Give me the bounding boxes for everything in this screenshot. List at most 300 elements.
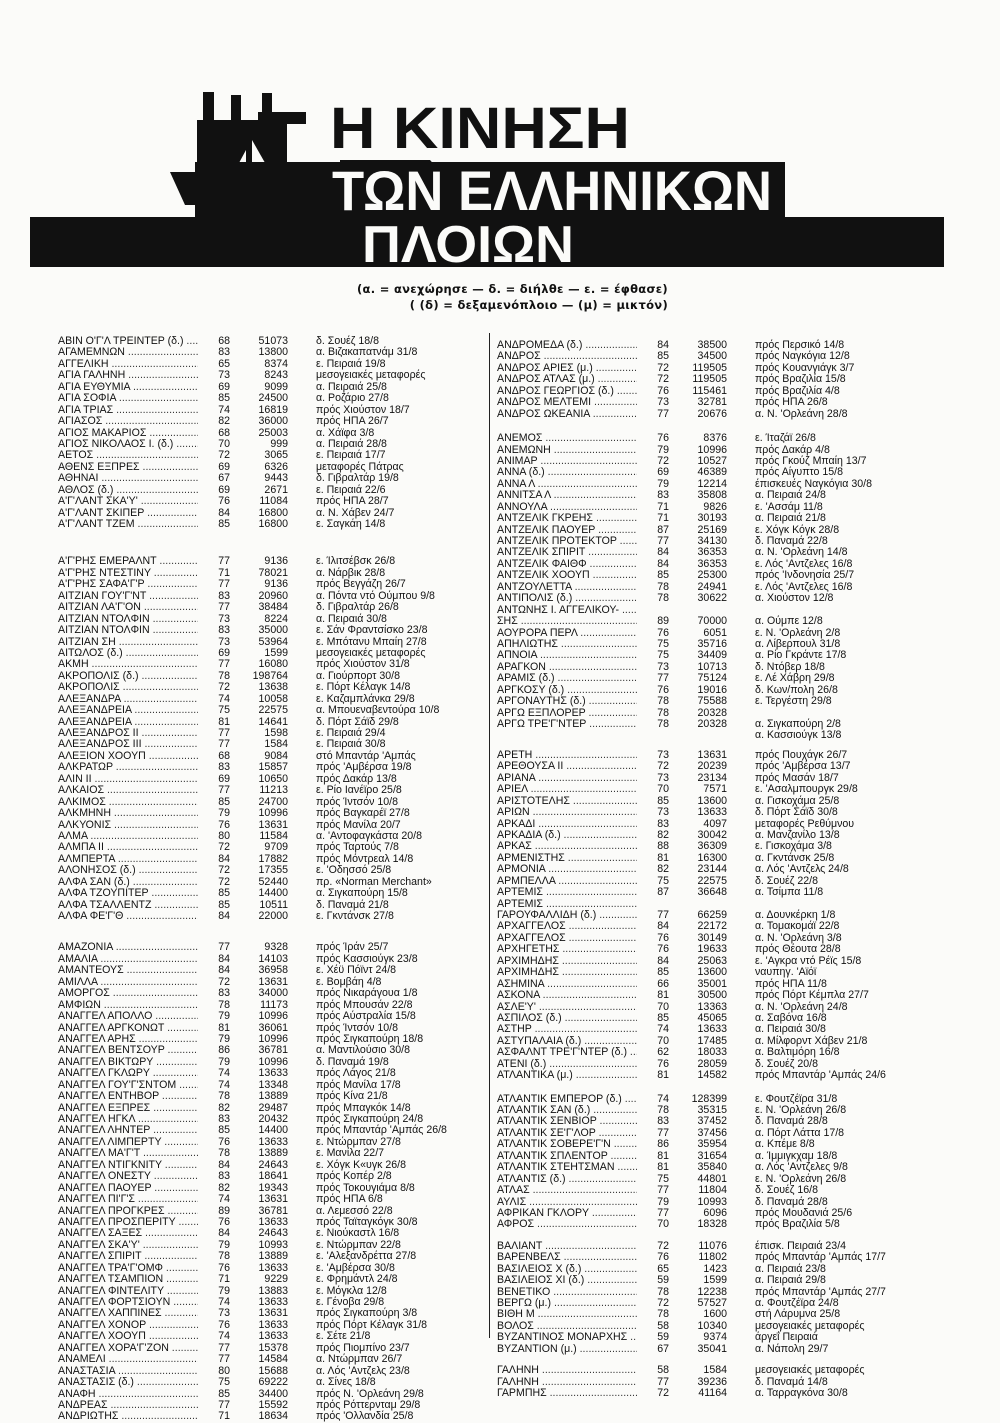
- tonnage: 10511: [259, 898, 288, 911]
- ship-name: ΑΤΛΑΝΤΙΚ ΣΕΝΒΙΟΡ .....: [497, 1116, 637, 1127]
- tonnage: 17882: [258, 852, 288, 865]
- ship-name: ΑΝΑΓΓΕΛ ΤΣΑΜΠΙΟΝ .....: [58, 1274, 198, 1285]
- tonnage: 34409: [697, 649, 727, 662]
- build-year: 73: [657, 806, 669, 819]
- ship-name: ΑΝΑΓΓΕΛ ΑΡΓΚΟΝΩΤ .....: [58, 1023, 198, 1034]
- ship-list-left: [58, 335, 447, 1423]
- ship-name: ΑΝΤΖΕΛΙΚ ΣΠΙΡΙΤ .....: [497, 547, 637, 558]
- ship-name: ΓΑΛΗΝΗ .....: [497, 1365, 637, 1376]
- tonnage: 11802: [698, 1251, 727, 1264]
- status: ε. Νιούκαστλ 16/8: [316, 1227, 400, 1240]
- ship-row: [58, 416, 438, 427]
- status: ε. 'Αμβέρσα 30/8: [316, 1261, 395, 1274]
- ship-name: ΑΝΤΖΕΛΙΚ ΦΑΙΘΦ .....: [497, 559, 637, 570]
- ship-row: [497, 513, 877, 524]
- tonnage: 198764: [252, 669, 288, 682]
- status: ε. Βομβάη 4/8: [316, 975, 382, 988]
- status: δ. Παναμά 28/8: [755, 1195, 828, 1208]
- build-year: 69: [218, 460, 230, 473]
- build-year: 65: [218, 357, 230, 370]
- build-year: 89: [657, 615, 669, 628]
- status: α. Σιγκαπούρη 15/8: [316, 887, 408, 900]
- build-year: 68: [218, 426, 230, 439]
- tonnage: 10996: [258, 1055, 288, 1068]
- status: α. Μαντιλούσιο 30/8: [316, 1044, 410, 1057]
- status: α. Τομακομάϊ 22/8: [755, 920, 840, 933]
- tonnage: 19633: [697, 943, 727, 956]
- status: πρός Δακάρ 13/8: [316, 772, 397, 785]
- tonnage: 13638: [258, 681, 288, 694]
- build-year: 84: [657, 557, 669, 570]
- ship-name: ΑΤΛΑΝΤΙΚ ΣΤΕΗΤΣΜΑΝ .....: [497, 1162, 637, 1173]
- ship-name: ΑΡΚΑΔΙΑ (δ.) .....: [497, 830, 637, 841]
- status: πρός Μπουσάν 22/8: [316, 998, 413, 1011]
- ship-name: ΑΙΤΖΙΑΝ ΓΟΥ'Γ'ΝΤ .....: [58, 591, 198, 602]
- ship-name: Α'Γ'ΡΗΣ ΣΑΦΑ'Γ'Ρ .....: [58, 579, 198, 590]
- ship-row: [497, 1162, 877, 1173]
- ship-name: ΑΝΑΓΓΕΛ ΒΙΚΤΩΡΥ .....: [58, 1057, 198, 1068]
- tonnage: 35001: [697, 977, 727, 990]
- status: πρός Βεγγάζη 26/7: [316, 578, 406, 591]
- build-year: 69: [218, 483, 230, 496]
- tonnage: 10340: [697, 1319, 727, 1332]
- tonnage: 30500: [697, 989, 727, 1002]
- status: πρός ΗΠΑ 26/7: [316, 415, 389, 428]
- build-year: 69: [218, 380, 230, 393]
- tonnage: 9099: [264, 380, 288, 393]
- build-year: 69: [218, 772, 230, 785]
- tonnage: 13631: [258, 1307, 288, 1320]
- tonnage: 36958: [258, 964, 288, 977]
- tonnage: 24500: [258, 392, 288, 405]
- tonnage: 25300: [697, 569, 727, 582]
- status: πρός Θέουτα 28/8: [755, 943, 841, 956]
- build-year: 84: [657, 339, 669, 351]
- build-year: 83: [218, 1113, 230, 1125]
- ship-name: ΑΙΤΖΙΑΝ ΝΤΟΛΦΙΝ .....: [58, 625, 198, 636]
- ship-name: ΑΓΙΑ ΣΟΦΙΑ .....: [58, 393, 198, 404]
- tonnage: 53964: [258, 635, 288, 648]
- tonnage: 9443: [264, 472, 288, 485]
- tonnage: 15592: [258, 1398, 288, 1411]
- tonnage: 13889: [258, 1090, 288, 1103]
- ship-name: ΑΝΑΓΓΕΛ ΣΚΑ'Υ' .....: [58, 1240, 198, 1251]
- ship-name: ΑΛΦΑ ΤΖΟΥΠΙΤΕΡ .....: [58, 888, 198, 899]
- status: α. Λεμεσσό 22/8: [316, 1204, 393, 1217]
- build-year: 73: [657, 660, 669, 673]
- build-year: 77: [218, 1341, 230, 1354]
- ship-name: ΑΝΔΡΟΣ ΜΕΛΤΕΜΙ .....: [497, 397, 637, 408]
- tonnage: 13633: [258, 1135, 288, 1148]
- ship-name: ΑΡΓΩ ΕΞΠΛΟΡΕΡ .....: [497, 708, 637, 719]
- ship-name: ΑΡΧΑΓΓΕΛΟΣ .....: [497, 933, 637, 944]
- tonnage: 1598: [264, 727, 288, 739]
- build-year: 85: [657, 350, 669, 363]
- build-year: 78: [657, 1285, 669, 1298]
- build-year: 68: [218, 749, 230, 762]
- status: πρός Βραζιλία 15/8: [755, 373, 846, 386]
- tonnage: 16080: [258, 658, 288, 671]
- build-year: 85: [218, 898, 230, 911]
- ship-row: [58, 1274, 438, 1285]
- build-year: 81: [657, 851, 669, 864]
- ship-name: ΑΡΕΘΟΥΣΑ ΙΙ .....: [497, 761, 637, 772]
- build-year: 79: [657, 443, 669, 456]
- status: δ. Σουέζ 22/8: [755, 874, 818, 887]
- ship-row: [58, 1366, 438, 1377]
- tonnage: 6051: [703, 626, 727, 639]
- build-year: 78: [657, 718, 669, 730]
- ship-name: Α'Γ'ΛΑΝΤ ΣΚΙΠΕΡ .....: [58, 508, 198, 519]
- ship-name: ΑΠΝΟΙΑ .....: [497, 650, 637, 661]
- ship-row: [58, 1011, 438, 1022]
- build-year: 87: [657, 523, 669, 536]
- build-year: 78: [218, 1090, 230, 1103]
- ship-name: ΑΝΑΓΓΕΛ ΧΟΡΑ'Γ'ΖΟΝ .....: [58, 1343, 198, 1354]
- ship-name: ΑΝΔΡΟΣ ΓΕΩΡΓΙΟΣ (δ.) .....: [497, 386, 637, 397]
- tonnage: 18641: [258, 1170, 288, 1183]
- ship-name: ΑΝΔΡΟΜΕΔΑ (δ.) .....: [497, 340, 637, 351]
- status: πρός Χιούστον 31/8: [316, 658, 410, 671]
- status: πρός Ίντσόν 10/8: [316, 795, 398, 808]
- ship-name: ΑΝΔΡΟΣ .....: [497, 351, 637, 362]
- tonnage: 14400: [258, 1124, 288, 1137]
- ship-row: [497, 1388, 877, 1399]
- tonnage: 11804: [698, 1184, 727, 1197]
- tonnage: 35716: [697, 637, 727, 650]
- build-year: 77: [218, 1398, 230, 1411]
- ship-name: ΒΑΣΙΛΕΙΟΣ Χ (δ.) .....: [497, 1264, 637, 1275]
- ship-name: ΒΟΛΟΣ .....: [497, 1321, 637, 1332]
- status: πρός 'Αμβέρσα 19/8: [316, 761, 412, 774]
- status: δ. Κων/πολη 26/8: [755, 683, 838, 696]
- ship-name: ΑΜΟΡΓΟΣ .....: [58, 988, 198, 999]
- build-year: 76: [657, 432, 669, 445]
- tonnage: 1599: [264, 646, 288, 659]
- build-year: 83: [218, 761, 230, 774]
- tonnage: 1584: [264, 738, 288, 751]
- status: ε. Ν. 'Ορλεάνη 2/8: [755, 626, 841, 639]
- tonnage: 30622: [697, 592, 727, 605]
- ship-name: ΑΝΑΓΓΕΛ ΓΚΛΩΡΥ .....: [58, 1068, 198, 1079]
- ship-name: ΑΤΛΑΝΤΙΚ ΕΜΠΕΡΟΡ (δ.) .....: [497, 1094, 637, 1105]
- ship-name: ΑΛΕΞΑΝΔΡΕΙΑ .....: [58, 717, 198, 728]
- status: δ. Πόρτ Σάϊδ 29/8: [316, 715, 399, 728]
- status: α. Χιούστον 12/8: [755, 592, 834, 605]
- status: ε. Γκντάνσκ 27/8: [316, 910, 394, 922]
- status: ε. Ίταζάϊ 26/8: [755, 432, 816, 445]
- build-year: 74: [218, 1330, 230, 1343]
- build-year: 85: [218, 1124, 230, 1137]
- tonnage: 36353: [697, 557, 727, 570]
- ship-row: [497, 433, 877, 444]
- ship-row: [58, 965, 438, 976]
- ship-name: ΑΡΤΕΜΙΣ .....: [497, 899, 637, 910]
- tonnage: 16800: [258, 506, 288, 519]
- ship-name: ΑΡΙΣΤΟΤΕΛΗΣ .....: [497, 796, 637, 807]
- tonnage: 11213: [259, 784, 288, 797]
- ship-name: ΑΛΦΑ ΤΣΑΛΛΕΝΤΖ .....: [58, 900, 198, 911]
- ship-row: [497, 956, 877, 967]
- ship-name: ΒΥΖΑΝΤΙΝΟΣ ΜΟΝΑΡΧΗΣ .....: [497, 1332, 637, 1343]
- ship-name: ΑΝΑΓΓΕΛ ΠΑΟΥΕΡ .....: [58, 1183, 198, 1194]
- tonnage: 10996: [258, 1032, 288, 1045]
- build-year: 83: [218, 346, 230, 359]
- ship-name: ΑΡΧΗΓΕΤΗΣ .....: [497, 944, 637, 955]
- ship-name: ΑΛΕΞΙΟΝ ΧΟΟΥΠ .....: [58, 751, 198, 762]
- status: α. Ροζάριο 27/8: [316, 392, 389, 405]
- status: δ. Σουέζ 20/8: [755, 1057, 818, 1070]
- tonnage: 18634: [258, 1410, 288, 1423]
- ship-name: ΑΝΑΓΓΕΛ ΠΡΟΣΠΕΡΙΤΥ .....: [58, 1217, 198, 1228]
- status: α. Ν. 'Ορλεάνη 3/8: [755, 931, 842, 944]
- status: ε. Σέτε 21/8: [316, 1330, 371, 1343]
- ship-name: ΓΑΛΗΝΗ .....: [497, 1377, 637, 1388]
- tonnage: 36781: [258, 1044, 288, 1057]
- status: ε. Τεργέστη 29/8: [755, 695, 832, 708]
- tonnage: 36309: [697, 840, 727, 853]
- build-year: 73: [657, 396, 669, 409]
- title-banner: [0, 0, 1000, 290]
- build-year: 75: [657, 637, 669, 650]
- build-year: 67: [657, 1342, 669, 1355]
- ship-name: ΑΜΑΝΤΕΟΥΣ .....: [58, 965, 198, 976]
- status: ε. 'Ασαλμπουργκ 29/8: [755, 783, 858, 796]
- build-year: 76: [218, 1261, 230, 1274]
- ship-name: ΑΡΚΑΣ .....: [497, 841, 637, 852]
- build-year: 77: [218, 1353, 230, 1366]
- status: ε. Ρίο Ιανέϊρο 25/8: [316, 784, 402, 797]
- ship-name: ΑΝΑΓΓΕΛ ΠΙ'Γ'Σ .....: [58, 1194, 198, 1205]
- ship-row: [497, 696, 877, 707]
- ship-row: [58, 911, 438, 922]
- tonnage: 7571: [703, 783, 727, 796]
- ship-group: [58, 941, 447, 1423]
- status: άργεΐ Πειραιά: [755, 1331, 818, 1344]
- ship-row: [58, 1251, 438, 1262]
- ship-name: ΑΓΙΟΣ ΝΙΚΟΛΑΟΣ Ι. (δ.) .....: [58, 439, 198, 450]
- tonnage: 51073: [258, 335, 288, 347]
- build-year: 79: [218, 807, 230, 820]
- status: πρός Ίράν 25/7: [316, 941, 389, 954]
- ship-name: ΑΝΑΦΗ .....: [58, 1389, 198, 1400]
- build-year: 73: [218, 1307, 230, 1320]
- status: ε. Καζαμπλάνκα 29/8: [316, 692, 415, 705]
- tonnage: 10996: [258, 807, 288, 820]
- ship-name: ΑΓΙΑ ΤΡΙΑΣ .....: [58, 405, 198, 416]
- status: πρός Αίγυπτο 15/8: [755, 466, 843, 479]
- tonnage: 11584: [259, 829, 288, 842]
- status: α. Ούμπε 12/8: [755, 615, 823, 628]
- tonnage: 115461: [692, 384, 727, 397]
- build-year: 84: [218, 952, 230, 965]
- ship-row: [497, 864, 877, 875]
- build-year: 85: [657, 966, 669, 979]
- ship-name: ΑΜΑΖΟΝΙΑ .....: [58, 942, 198, 953]
- ship-name: ΑΡΜΠΕΛΛΑ .....: [497, 876, 637, 887]
- status: α. Λός 'Αντζελες 9/8: [755, 1161, 848, 1174]
- tonnage: 36781: [258, 1204, 288, 1217]
- ship-name: ΑΕΤΟΣ .....: [58, 450, 198, 461]
- ship-name: ΑΡΑΓΚΟΝ .....: [497, 662, 637, 673]
- ship-group: [497, 433, 877, 742]
- ship-name: ΑΝΔΡΕΑΣ .....: [58, 1400, 198, 1411]
- tonnage: 70000: [697, 615, 727, 628]
- build-year: 88: [657, 840, 669, 853]
- ship-name: ΑΜΙΛΛΑ .....: [58, 977, 198, 988]
- status: δ. Γιβραλτάρ 19/8: [316, 472, 399, 485]
- build-year: 65: [657, 1262, 669, 1275]
- build-year: 76: [218, 1215, 230, 1228]
- tonnage: 13348: [258, 1078, 288, 1091]
- ship-name: Α'Γ'ΛΑΝΤ ΣΚΑ'Υ' .....: [58, 496, 198, 507]
- tonnage: 9229: [264, 1273, 288, 1286]
- ship-name: ΑΓΙΑ ΓΑΛΗΝΗ .....: [58, 370, 198, 381]
- tonnage: 19343: [258, 1181, 288, 1194]
- tonnage: 14103: [258, 952, 288, 965]
- status: ε. Γισκοχάμα 3/8: [755, 840, 832, 853]
- ship-name: ΑΡΕΤΗ .....: [497, 750, 637, 761]
- ship-name: ΑΙΤΩΛΟΣ (δ.) .....: [58, 648, 198, 659]
- tonnage: 57527: [697, 1297, 727, 1309]
- tonnage: 8243: [264, 369, 288, 382]
- build-year: 62: [657, 1046, 669, 1059]
- status: ε. Λός 'Αντζελες 16/8: [755, 557, 853, 570]
- ship-row: [497, 807, 877, 818]
- build-year: 74: [218, 403, 230, 416]
- tonnage: 19016: [697, 683, 727, 696]
- status: πρός Λάγος 21/8: [316, 1067, 396, 1080]
- status: πρός Πουχάγκ 26/7: [755, 748, 848, 761]
- build-year: 77: [218, 727, 230, 739]
- build-year: 76: [218, 1135, 230, 1148]
- ship-row: [58, 496, 438, 507]
- tonnage: 128399: [691, 1092, 727, 1105]
- tonnage: 44801: [697, 1172, 727, 1185]
- ship-name: ΑΝΑΓΓΕΛ ΜΑ'Γ'Τ .....: [58, 1148, 198, 1159]
- ship-row: [497, 784, 877, 795]
- build-year: 78: [657, 580, 669, 593]
- tonnage: 20676: [697, 407, 727, 420]
- build-year: 75: [657, 874, 669, 887]
- build-year: 66: [657, 977, 669, 990]
- tonnage: 34000: [258, 987, 288, 1000]
- ship-name: ΑΣΗΜΙΝΑ .....: [497, 979, 637, 990]
- status: μεταφορές Ρεθύμνου: [755, 817, 855, 830]
- build-year: 75: [657, 1172, 669, 1185]
- build-year: 73: [657, 771, 669, 784]
- status: ε. Μόγκλα 12/8: [316, 1284, 387, 1297]
- status: α. Βαλτιμόρη 16/8: [755, 1046, 840, 1059]
- ship-name: ΣΗΣ .....: [497, 616, 637, 627]
- status: ε. Χόγκ Κ«υγκ 26/8: [316, 1158, 407, 1171]
- ship-name: ΑΝΑΓΓΕΛ ΟΝΕΣΤΥ .....: [58, 1171, 198, 1182]
- ship-name: ΑΤΛΑΝΤΙΚ ΣΟΒΕΡΕ'Γ'Ν .....: [497, 1139, 637, 1150]
- build-year: 84: [218, 1227, 230, 1240]
- status: πρός Χιούστον 18/7: [316, 403, 410, 416]
- ship-row: [58, 865, 438, 876]
- tonnage: 10650: [258, 772, 288, 785]
- ship-name: ΑΝΑΓΓΕΛ ΧΟΟΥΠ .....: [58, 1331, 198, 1342]
- ship-name: ΑΛΦΑ ΦΕ'Γ'Θ .....: [58, 911, 198, 922]
- ship-name: ΑΝΤΖΟΥΛΕΤΤΑ .....: [497, 582, 637, 593]
- ship-row: [497, 990, 877, 1001]
- column-divider: [489, 333, 490, 1338]
- build-year: 73: [218, 612, 230, 625]
- status: α. 'Αντοφαγκάστα 20/8: [316, 829, 422, 842]
- tonnage: 1584: [703, 1364, 727, 1377]
- ship-name: ΑΡΧΙΜΗΔΗΣ .....: [497, 956, 637, 967]
- tonnage: 35041: [697, 1342, 727, 1355]
- tonnage: 3065: [264, 449, 288, 462]
- status: πρός ΗΠΑ 11/8: [755, 977, 827, 990]
- ship-name: ΑΣΤΗΡ .....: [497, 1024, 637, 1035]
- tonnage: 6326: [264, 460, 288, 473]
- build-year: 83: [218, 1170, 230, 1183]
- tonnage: 10993: [258, 1238, 288, 1251]
- build-year: 78: [657, 695, 669, 708]
- status: δ. Γιβραλτάρ 26/8: [316, 601, 399, 614]
- build-year: 78: [657, 1104, 669, 1116]
- status: ε. Λέ Χάβρη 29/8: [755, 672, 835, 685]
- build-year: 85: [218, 392, 230, 405]
- ship-name: ΑΝΑΓΓΕΛ ΗΓΚΛ .....: [58, 1114, 198, 1125]
- ship-name: ΑΠΗΛΙΩΤΗΣ .....: [497, 639, 637, 650]
- build-year: 75: [657, 649, 669, 662]
- build-year: 83: [218, 589, 230, 602]
- tonnage: 13600: [697, 794, 727, 807]
- build-year: 85: [218, 1387, 230, 1400]
- build-year: 79: [218, 1010, 230, 1023]
- tonnage: 32781: [697, 396, 727, 409]
- ship-name: ΑΝΕΜΟΣ .....: [497, 433, 637, 444]
- build-year: 68: [218, 335, 230, 347]
- ship-name: ΓΑΡΜΠΗΣ .....: [497, 1388, 637, 1399]
- tonnage: 15378: [258, 1341, 288, 1354]
- build-year: 79: [218, 1032, 230, 1045]
- ship-name: ΑΛΚΥΟΝΙΣ .....: [58, 820, 198, 831]
- status: ε. Μανίλα 22/7: [316, 1147, 385, 1160]
- tonnage: 36648: [697, 886, 727, 899]
- ship-name: ΑΝΑΣΤΑΣΙΑ .....: [58, 1366, 198, 1377]
- ship-name: ΑΣΤΥΠΑΛΑΙΑ (δ.) .....: [497, 1036, 637, 1047]
- build-year: 78: [218, 669, 230, 682]
- ship-row: [497, 1344, 877, 1355]
- tonnage: 35840: [697, 1161, 727, 1174]
- build-year: 77: [218, 601, 230, 614]
- ship-name: ΑΘΗΝΑΙ .....: [58, 473, 198, 484]
- ship-name: ΑΝΑΓΓΕΛ ΑΡΗΣ .....: [58, 1034, 198, 1045]
- ship-name: ΒΥΖΑΝΤΙΟΝ (μ.) .....: [497, 1344, 637, 1355]
- tonnage: 13633: [697, 806, 727, 819]
- build-year: 71: [218, 566, 230, 579]
- ship-name: ΑΝΑΜΕΛΙ .....: [58, 1354, 198, 1365]
- tonnage: 22000: [258, 910, 288, 922]
- tonnage: 34500: [697, 350, 727, 363]
- build-year: 86: [657, 1138, 669, 1151]
- build-year: 72: [218, 875, 230, 888]
- build-year: 79: [218, 1055, 230, 1068]
- status: πρός Αύστραλία 15/8: [316, 1010, 416, 1023]
- tonnage: 10527: [697, 454, 727, 467]
- ship-name: ΑΡΑΜΙΣ (δ.) .....: [497, 673, 637, 684]
- tonnage: 30042: [697, 828, 727, 841]
- build-year: 76: [657, 1057, 669, 1070]
- ship-name: ΑΥΛΙΣ .....: [497, 1197, 637, 1208]
- build-year: 74: [218, 692, 230, 705]
- status: ε. 'Οδησσό 25/8: [316, 864, 392, 877]
- ship-name: ΑΛΜΠΕΡΤΑ .....: [58, 854, 198, 865]
